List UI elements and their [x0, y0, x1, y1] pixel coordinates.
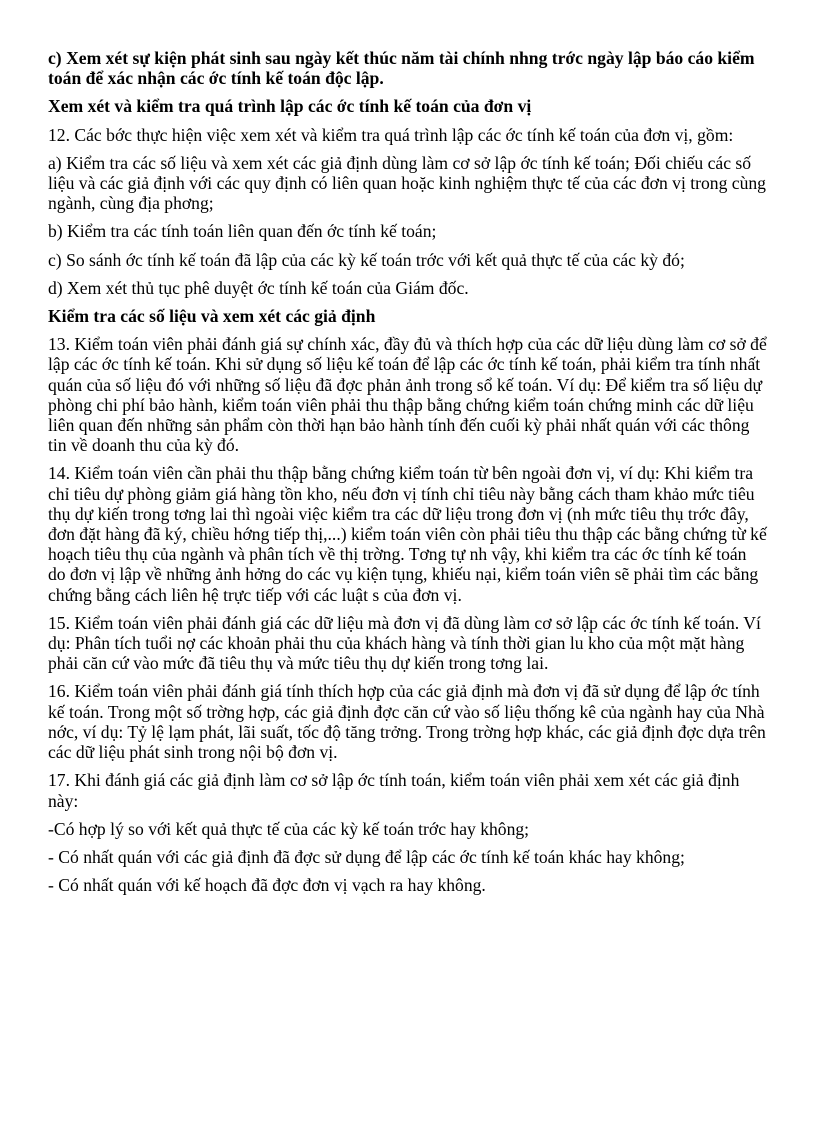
section-heading-check-data: Kiểm tra các số liệu và xem xét các giả định: [48, 306, 376, 327]
paragraph-12c: c) So sánh ớc tính kế toán đã lập của các kỳ kế toán trớc với kết quả thực tế của các kỳ đó;: [48, 249, 685, 270]
paragraph-12a: a) Kiểm tra các số liệu và xem xét các giả định dùng làm cơ sở lập ớc tính kế toán; Đối chiếu các số liệu và các giả định với các quy định có liên quan hoặc kinh nghiệm thực tế của các đơn vị trong cùng ngành, cùng địa phơng;: [48, 152, 766, 214]
paragraph-14: 14. Kiểm toán viên cần phải thu thập bằng chứng kiểm toán từ bên ngoài đơn vị, ví dụ: Khi kiểm tra chỉ tiêu dự phòng giảm giá hàng tồn kho, nếu đơn vị tính chỉ tiêu này bằng cách tham khảo mức tiêu thụ dự kiến trong tơng lai thì ngoài việc kiểm tra các dữ liệu trong đơn vị (nh mức tiêu thụ trớc đây, đơn đặt hàng đã ký, chiều hớng tiếp thị,...) kiểm toán viên còn phải tiêu thu thập các bằng chứng từ kế hoạch tiêu thụ của ngành và phân tích về thị trờng. Tơng tự nh vậy, khi kiểm tra các ớc tính kế toán do đơn vị lập về những ảnh hởng do các vụ kiện tụng, khiếu nại, kiểm toán viên sẽ phải tìm các bằng chứng bằng cách liên hệ trực tiếp với các luật s của đơn vị.: [48, 463, 767, 605]
paragraph-12: 12. Các bớc thực hiện việc xem xét và kiểm tra quá trình lập các ớc tính kế toán của đơn vị, gồm:: [48, 124, 734, 145]
paragraph-12b: b) Kiểm tra các tính toán liên quan đến ớc tính kế toán;: [48, 221, 437, 242]
paragraph-15: 15. Kiểm toán viên phải đánh giá các dữ liệu mà đơn vị đã dùng làm cơ sở lập các ớc tính kế toán. Ví dụ: Phân tích tuổi nợ các khoản phải thu của khách hàng và tính thời gian lu kho của một mặt hàng phải căn cứ vào mức đã tiêu thụ và mức tiêu thụ dự kiến trong tơng lai.: [48, 612, 761, 674]
paragraph-1: c) Xem xét sự kiện phát sinh sau ngày kết thúc năm tài chính nhng trớc ngày lập báo cáo kiểm toán để xác nhận các ớc tính kế toán độc lập.: [48, 48, 755, 89]
bullet-item-3: - Có nhất quán với kế hoạch đã đợc đơn vị vạch ra hay không.: [48, 875, 486, 896]
bullet-item-2: - Có nhất quán với các giả định đã đợc sử dụng để lập các ớc tính kế toán khác hay không;: [48, 846, 685, 867]
bullet-item-1: -Có hợp lý so với kết quả thực tế của các kỳ kế toán trớc hay không;: [48, 818, 530, 839]
paragraph-17: 17. Khi đánh giá các giả định làm cơ sở lập ớc tính toán, kiểm toán viên phải xem xét các giả định này:: [48, 770, 740, 811]
section-heading-review-process: Xem xét và kiểm tra quá trình lập các ớc tính kế toán của đơn vị: [48, 96, 532, 117]
paragraph-16: 16. Kiểm toán viên phải đánh giá tính thích hợp của các giả định mà đơn vị đã sử dụng để lập ớc tính kế toán. Trong một số trờng hợp, các giả định đợc căn cứ vào số liệu thống kê của ngành hay của Nhà nớc, ví dụ: Tỷ lệ lạm phát, lãi suất, tốc độ tăng trởng. Trong trờng hợp khác, các giả định đợc dựa trên các dữ liệu phát sinh trong nội bộ đơn vị.: [48, 681, 766, 763]
paragraph-13: 13. Kiểm toán viên phải đánh giá sự chính xác, đầy đủ và thích hợp của các dữ liệu dùng làm cơ sở để lập các ớc tính kế toán. Khi sử dụng số liệu kế toán để lập các ớc tính kế toán, phải kiểm tra tính nhất quán của số liệu đó với những số liệu đã đợc phản ảnh trong sổ kế toán. Ví dụ: Để kiểm tra số liệu dự phòng chi phí bảo hành, kiểm toán viên phải thu thập bằng chứng kiểm toán chứng minh các dữ liệu liên quan đến những sản phẩm còn thời hạn bảo hành tính đến cuối kỳ phải nhất quán với các thông tin về doanh thu của kỳ đó.: [48, 334, 767, 456]
paragraph-12d: d) Xem xét thủ tục phê duyệt ớc tính kế toán của Giám đốc.: [48, 277, 469, 298]
